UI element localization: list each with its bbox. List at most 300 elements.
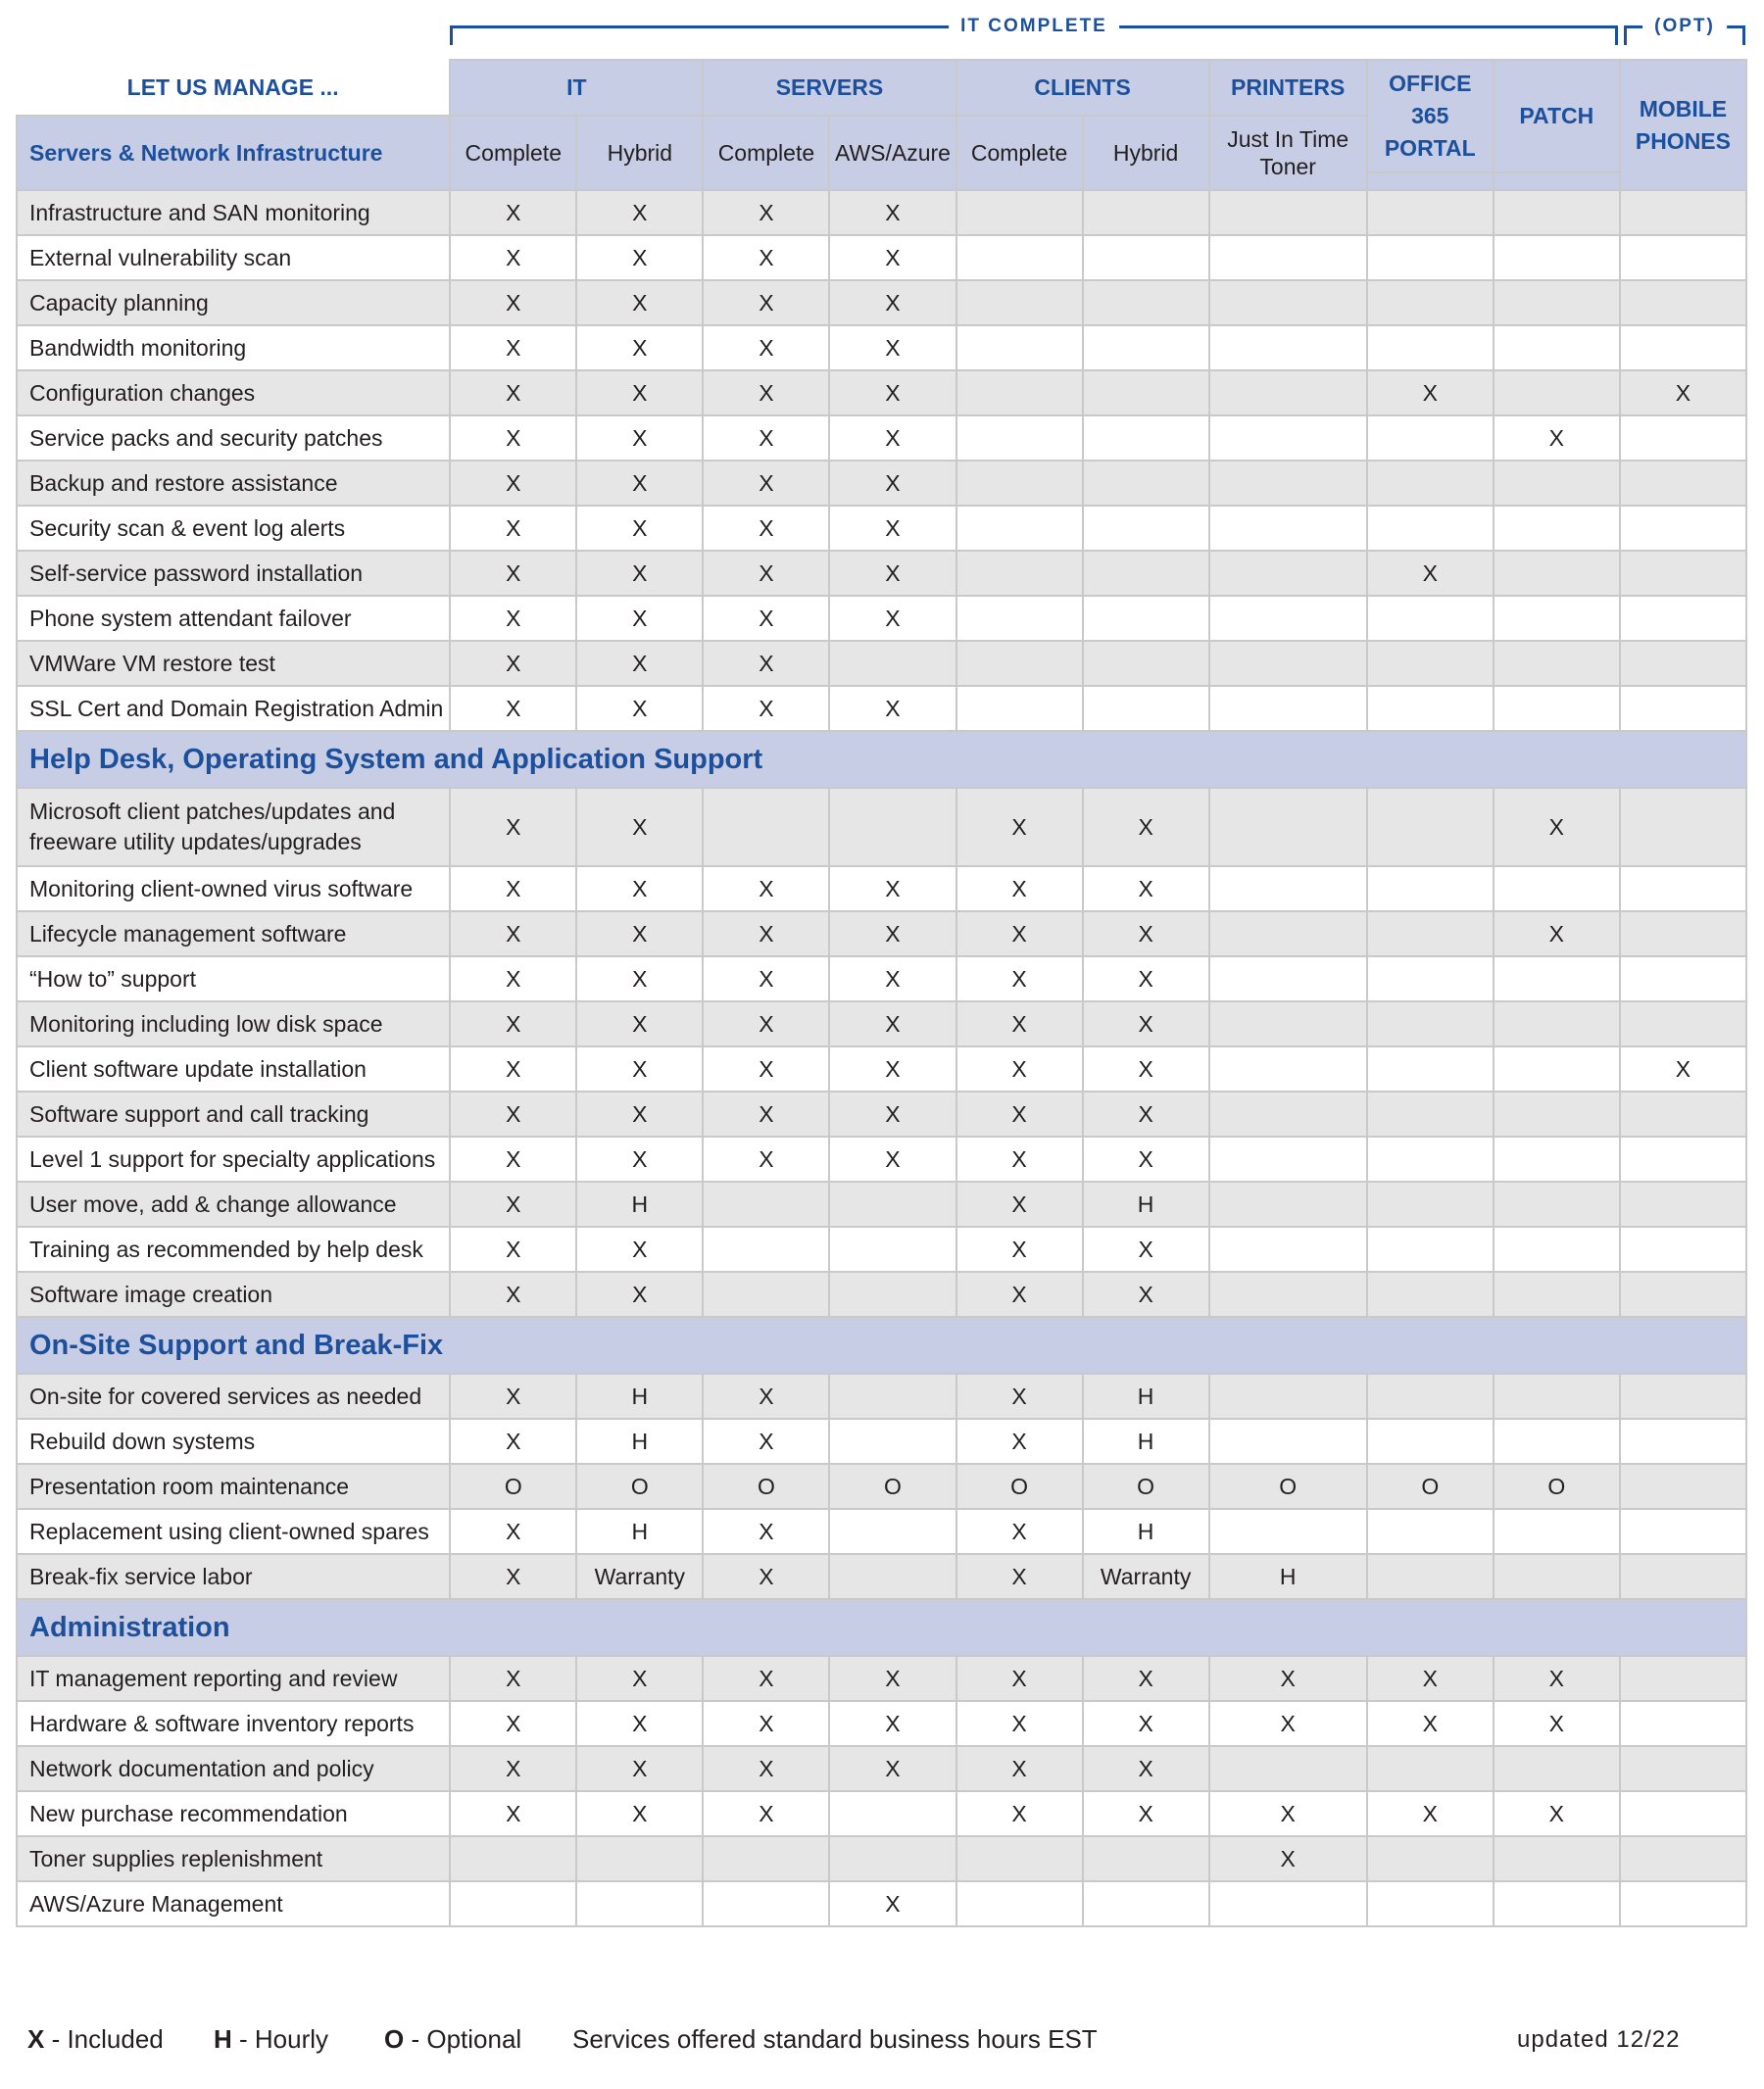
table-cell: X <box>956 956 1083 1001</box>
table-cell: X <box>450 1554 576 1599</box>
table-cell <box>1083 325 1209 370</box>
table-cell: X <box>1209 1836 1367 1881</box>
table-cell: X <box>576 506 703 551</box>
table-cell: X <box>450 551 576 596</box>
table-cell: X <box>450 461 576 506</box>
table-cell: H <box>1083 1182 1209 1227</box>
table-cell <box>1620 1464 1746 1509</box>
table-cell: X <box>703 1791 829 1836</box>
table-cell <box>1367 1046 1494 1092</box>
table-cell: X <box>703 415 829 461</box>
table-cell <box>956 506 1083 551</box>
table-cell: X <box>829 686 956 731</box>
table-cell: X <box>450 325 576 370</box>
table-cell: X <box>1083 1001 1209 1046</box>
feature-name: Microsoft client patches/updates and freeware utility updates/upgrades <box>17 788 450 866</box>
table-cell: X <box>829 551 956 596</box>
table-cell <box>956 370 1083 415</box>
table-row <box>17 866 1746 911</box>
table-cell: X <box>576 866 703 911</box>
table-cell: X <box>576 235 703 280</box>
group-clients: CLIENTS <box>956 60 1209 116</box>
table-cell <box>1494 1374 1620 1419</box>
table-row <box>17 551 1746 596</box>
table-cell: X <box>956 1419 1083 1464</box>
table-cell: X <box>829 911 956 956</box>
table-cell <box>1620 1137 1746 1182</box>
table-cell <box>1083 461 1209 506</box>
table-cell: X <box>1083 1046 1209 1092</box>
table-row <box>17 1464 1746 1509</box>
table-cell <box>1620 1554 1746 1599</box>
table-cell: X <box>1367 551 1494 596</box>
table-cell <box>1494 1046 1620 1092</box>
table-row <box>17 506 1746 551</box>
table-cell: X <box>576 551 703 596</box>
sub-it-complete: Complete <box>450 116 576 190</box>
table-cell <box>1494 686 1620 731</box>
table-cell <box>1494 1836 1620 1881</box>
table-cell <box>1367 280 1494 325</box>
table-cell <box>956 1881 1083 1926</box>
table-cell: X <box>576 1001 703 1046</box>
table-cell <box>1209 190 1367 235</box>
table-row <box>17 641 1746 686</box>
table-cell: X <box>450 506 576 551</box>
feature-name: Software support and call tracking <box>17 1092 450 1137</box>
table-cell: X <box>829 415 956 461</box>
table-cell: X <box>450 1001 576 1046</box>
table-cell: X <box>576 1701 703 1746</box>
feature-name: External vulnerability scan <box>17 235 450 280</box>
table-cell: X <box>576 370 703 415</box>
table-cell: X <box>450 1137 576 1182</box>
table-cell <box>1620 1836 1746 1881</box>
table-cell <box>1620 1701 1746 1746</box>
table-cell <box>1209 461 1367 506</box>
feature-name: IT management reporting and review <box>17 1656 450 1701</box>
sub-servers-complete: Complete <box>703 116 829 190</box>
table-cell <box>956 415 1083 461</box>
table-cell <box>1367 641 1494 686</box>
table-cell: X <box>450 370 576 415</box>
table-cell <box>1083 280 1209 325</box>
table-cell: X <box>956 1137 1083 1182</box>
table-cell <box>1494 596 1620 641</box>
table-cell <box>1494 1182 1620 1227</box>
table-row <box>17 415 1746 461</box>
table-cell <box>1620 1509 1746 1554</box>
table-cell <box>1367 506 1494 551</box>
table-row <box>17 1701 1746 1746</box>
legend-included: X - Included <box>27 2024 164 2054</box>
table-cell: X <box>576 1272 703 1317</box>
table-cell: H <box>1209 1554 1367 1599</box>
table-row <box>17 190 1746 235</box>
table-cell <box>1620 1092 1746 1137</box>
table-cell <box>1209 1374 1367 1419</box>
table-cell <box>1620 956 1746 1001</box>
table-cell <box>1367 866 1494 911</box>
table-cell: X <box>450 1746 576 1791</box>
table-cell: X <box>829 596 956 641</box>
updated-date: updated 12/22 <box>1517 2026 1681 2053</box>
table-cell <box>1620 1746 1746 1791</box>
table-cell: X <box>703 1701 829 1746</box>
table-cell <box>1494 1419 1620 1464</box>
section-title: Administration <box>17 1599 1746 1656</box>
section-title: Help Desk, Operating System and Application Support <box>17 731 1746 788</box>
feature-name: Software image creation <box>17 1272 450 1317</box>
table-cell <box>1367 1836 1494 1881</box>
patch-header-cap <box>1494 172 1620 190</box>
table-cell <box>1494 641 1620 686</box>
table-cell <box>1494 1509 1620 1554</box>
table-cell: X <box>450 596 576 641</box>
table-row <box>17 1836 1746 1881</box>
table-cell: X <box>956 1656 1083 1701</box>
table-cell <box>1083 596 1209 641</box>
feature-name: Infrastructure and SAN monitoring <box>17 190 450 235</box>
table-cell <box>1367 1374 1494 1419</box>
opt-label: (OPT) <box>1642 16 1727 37</box>
table-cell: O <box>1367 1464 1494 1509</box>
table-cell <box>1494 325 1620 370</box>
table-row <box>17 911 1746 956</box>
table-cell <box>956 235 1083 280</box>
table-row <box>17 280 1746 325</box>
table-cell <box>576 1836 703 1881</box>
feature-name: Backup and restore assistance <box>17 461 450 506</box>
table-cell: X <box>1494 911 1620 956</box>
table-cell: X <box>703 1419 829 1464</box>
table-cell <box>1367 1227 1494 1272</box>
table-cell: X <box>829 1656 956 1701</box>
sub-servers-aws: AWS/Azure <box>829 116 956 190</box>
feature-name: AWS/Azure Management <box>17 1881 450 1926</box>
opt-bracket <box>1624 18 1745 45</box>
table-cell: X <box>829 956 956 1001</box>
table-cell <box>1367 956 1494 1001</box>
table-cell <box>1209 911 1367 956</box>
table-cell: X <box>450 1182 576 1227</box>
feature-name: Hardware & software inventory reports <box>17 1701 450 1746</box>
table-cell <box>1494 461 1620 506</box>
table-cell: X <box>829 506 956 551</box>
table-cell: X <box>956 1182 1083 1227</box>
table-row <box>17 686 1746 731</box>
feature-name: “How to” support <box>17 956 450 1001</box>
table-cell <box>1367 325 1494 370</box>
table-row <box>17 1227 1746 1272</box>
table-cell: X <box>1367 1701 1494 1746</box>
table-cell <box>1494 1272 1620 1317</box>
table-cell: X <box>576 641 703 686</box>
table-cell <box>1367 1001 1494 1046</box>
section-header-row <box>17 731 1746 788</box>
table-cell: X <box>956 1092 1083 1137</box>
table-cell: X <box>703 1554 829 1599</box>
table-cell: X <box>703 866 829 911</box>
table-cell: H <box>576 1374 703 1419</box>
table-cell: X <box>450 641 576 686</box>
table-cell <box>956 596 1083 641</box>
table-cell: X <box>703 641 829 686</box>
group-printers: PRINTERS <box>1209 60 1367 116</box>
table-cell <box>703 1227 829 1272</box>
table-cell: X <box>1083 1701 1209 1746</box>
table-cell <box>956 1836 1083 1881</box>
table-cell <box>1620 788 1746 866</box>
table-cell: X <box>450 280 576 325</box>
table-cell: O <box>1494 1464 1620 1509</box>
table-cell: X <box>956 1227 1083 1272</box>
table-cell: X <box>703 1509 829 1554</box>
table-cell <box>829 1182 956 1227</box>
it-complete-label: IT COMPLETE <box>949 16 1119 37</box>
table-cell: X <box>1494 1701 1620 1746</box>
section-header-row <box>17 1599 1746 1656</box>
table-cell: X <box>956 1001 1083 1046</box>
table-cell: X <box>703 190 829 235</box>
table-cell <box>1367 415 1494 461</box>
feature-name: Service packs and security patches <box>17 415 450 461</box>
table-row <box>17 1656 1746 1701</box>
table-cell: X <box>576 596 703 641</box>
table-cell <box>1620 686 1746 731</box>
feature-name: On-site for covered services as needed <box>17 1374 450 1419</box>
table-cell <box>956 325 1083 370</box>
table-cell: X <box>576 415 703 461</box>
table-cell: X <box>1083 956 1209 1001</box>
group-patch: PATCH <box>1494 60 1620 172</box>
legend-optional: O - Optional <box>384 2024 522 2054</box>
table-cell <box>450 1836 576 1881</box>
feature-name: SSL Cert and Domain Registration Admin <box>17 686 450 731</box>
table-cell: X <box>703 1746 829 1791</box>
table-cell: X <box>1209 1701 1367 1746</box>
table-cell: X <box>703 911 829 956</box>
table-cell <box>1620 325 1746 370</box>
feature-name: Monitoring client-owned virus software <box>17 866 450 911</box>
table-cell: X <box>703 1001 829 1046</box>
table-row <box>17 1001 1746 1046</box>
feature-name: User move, add & change allowance <box>17 1182 450 1227</box>
table-cell <box>1209 235 1367 280</box>
table-cell <box>1367 1137 1494 1182</box>
feature-name: Toner supplies replenishment <box>17 1836 450 1881</box>
feature-name: Monitoring including low disk space <box>17 1001 450 1046</box>
it-complete-bracket <box>450 18 1618 45</box>
table-cell: X <box>1494 788 1620 866</box>
feature-name: Training as recommended by help desk <box>17 1227 450 1272</box>
table-cell <box>1494 551 1620 596</box>
feature-name: Lifecycle management software <box>17 911 450 956</box>
table-row <box>17 1374 1746 1419</box>
table-cell <box>703 1272 829 1317</box>
table-cell <box>1083 686 1209 731</box>
table-cell <box>829 1272 956 1317</box>
table-cell <box>1083 506 1209 551</box>
table-cell <box>1494 1137 1620 1182</box>
table-cell: X <box>1494 1791 1620 1836</box>
feature-name: Break-fix service labor <box>17 1554 450 1599</box>
table-cell: X <box>829 190 956 235</box>
table-cell: X <box>1367 1656 1494 1701</box>
table-cell <box>1367 1554 1494 1599</box>
table-cell <box>1083 190 1209 235</box>
table-cell <box>1209 788 1367 866</box>
table-cell: X <box>576 686 703 731</box>
table-cell: X <box>829 1746 956 1791</box>
table-row <box>17 1137 1746 1182</box>
table-row <box>17 596 1746 641</box>
table-cell: X <box>450 190 576 235</box>
table-cell: X <box>450 1272 576 1317</box>
table-cell: X <box>1620 370 1746 415</box>
table-cell <box>1083 551 1209 596</box>
table-cell <box>1209 1272 1367 1317</box>
table-cell <box>1620 866 1746 911</box>
table-cell <box>1494 1092 1620 1137</box>
table-cell <box>956 686 1083 731</box>
table-cell: X <box>703 1092 829 1137</box>
table-cell: X <box>1083 1137 1209 1182</box>
table-cell <box>1367 1419 1494 1464</box>
table-cell <box>1367 1881 1494 1926</box>
table-cell <box>829 788 956 866</box>
table-cell: X <box>1083 1227 1209 1272</box>
table-cell: X <box>703 956 829 1001</box>
group-office365: OFFICE 365 PORTAL <box>1367 60 1494 172</box>
table-cell: X <box>576 911 703 956</box>
table-cell <box>1367 788 1494 866</box>
table-cell: X <box>576 1046 703 1092</box>
table-cell <box>829 1419 956 1464</box>
table-cell: H <box>576 1419 703 1464</box>
feature-name: Network documentation and policy <box>17 1746 450 1791</box>
table-cell <box>1209 1509 1367 1554</box>
table-cell: X <box>956 1509 1083 1554</box>
table-cell <box>1209 1419 1367 1464</box>
table-cell: X <box>1083 1092 1209 1137</box>
table-cell <box>1494 280 1620 325</box>
table-cell: O <box>829 1464 956 1509</box>
table-cell <box>703 1182 829 1227</box>
group-mobile: MOBILE PHONES <box>1620 60 1746 190</box>
table-cell: X <box>829 1092 956 1137</box>
table-cell <box>1620 1791 1746 1836</box>
table-cell: O <box>956 1464 1083 1509</box>
table-cell: X <box>1083 1272 1209 1317</box>
table-cell <box>1209 1137 1367 1182</box>
table-cell <box>1620 551 1746 596</box>
table-cell: X <box>576 788 703 866</box>
table-cell <box>829 1791 956 1836</box>
table-cell <box>1494 1554 1620 1599</box>
table-cell: X <box>1083 788 1209 866</box>
sub-clients-hybrid: Hybrid <box>1083 116 1209 190</box>
table-cell: X <box>450 1227 576 1272</box>
feature-name: Presentation room maintenance <box>17 1464 450 1509</box>
table-cell: X <box>829 1046 956 1092</box>
table-cell: X <box>956 911 1083 956</box>
table-cell: X <box>703 1137 829 1182</box>
table-cell: X <box>576 325 703 370</box>
table-cell <box>829 1836 956 1881</box>
table-cell <box>1209 956 1367 1001</box>
table-cell: X <box>1367 370 1494 415</box>
group-it: IT <box>450 60 703 116</box>
table-cell: X <box>450 235 576 280</box>
table-cell: X <box>450 1656 576 1701</box>
table-cell: O <box>1209 1464 1367 1509</box>
table-row <box>17 1092 1746 1137</box>
table-cell <box>1083 641 1209 686</box>
table-cell <box>1367 1746 1494 1791</box>
table-cell <box>1620 415 1746 461</box>
table-cell: Warranty <box>1083 1554 1209 1599</box>
table-cell: H <box>576 1509 703 1554</box>
table-cell: X <box>576 1791 703 1836</box>
sub-printers-jit: Just In Time Toner <box>1209 116 1367 190</box>
table-row <box>17 1881 1746 1926</box>
table-cell <box>1367 461 1494 506</box>
table-cell: X <box>450 788 576 866</box>
table-cell: X <box>829 325 956 370</box>
table-cell: X <box>450 1092 576 1137</box>
table-cell <box>1209 1182 1367 1227</box>
table-cell: X <box>703 1046 829 1092</box>
table-cell: X <box>703 461 829 506</box>
table-row <box>17 956 1746 1001</box>
table-cell <box>1209 415 1367 461</box>
table-cell <box>1209 280 1367 325</box>
table-cell <box>829 1509 956 1554</box>
table-cell: X <box>450 956 576 1001</box>
table-cell: X <box>1083 1791 1209 1836</box>
table-cell: X <box>703 686 829 731</box>
feature-name: Replacement using client-owned spares <box>17 1509 450 1554</box>
table-cell: Warranty <box>576 1554 703 1599</box>
table-cell <box>703 788 829 866</box>
table-cell <box>1209 596 1367 641</box>
table-cell: X <box>829 280 956 325</box>
table-cell: X <box>703 235 829 280</box>
table-cell: X <box>829 866 956 911</box>
table-cell <box>1620 190 1746 235</box>
table-cell <box>829 641 956 686</box>
table-cell: X <box>703 1374 829 1419</box>
table-cell <box>1620 1881 1746 1926</box>
table-cell: X <box>956 866 1083 911</box>
table-cell: X <box>450 1509 576 1554</box>
table-cell <box>1367 1272 1494 1317</box>
table-cell: X <box>1620 1046 1746 1092</box>
table-cell <box>1209 1746 1367 1791</box>
table-cell: X <box>956 1791 1083 1836</box>
group-servers: SERVERS <box>703 60 956 116</box>
table-cell <box>956 190 1083 235</box>
table-cell: X <box>956 788 1083 866</box>
table-cell: X <box>703 280 829 325</box>
table-cell <box>1620 596 1746 641</box>
table-cell <box>829 1374 956 1419</box>
table-cell: X <box>956 1046 1083 1092</box>
table-cell <box>1209 325 1367 370</box>
table-cell: X <box>1209 1656 1367 1701</box>
table-cell <box>1083 370 1209 415</box>
